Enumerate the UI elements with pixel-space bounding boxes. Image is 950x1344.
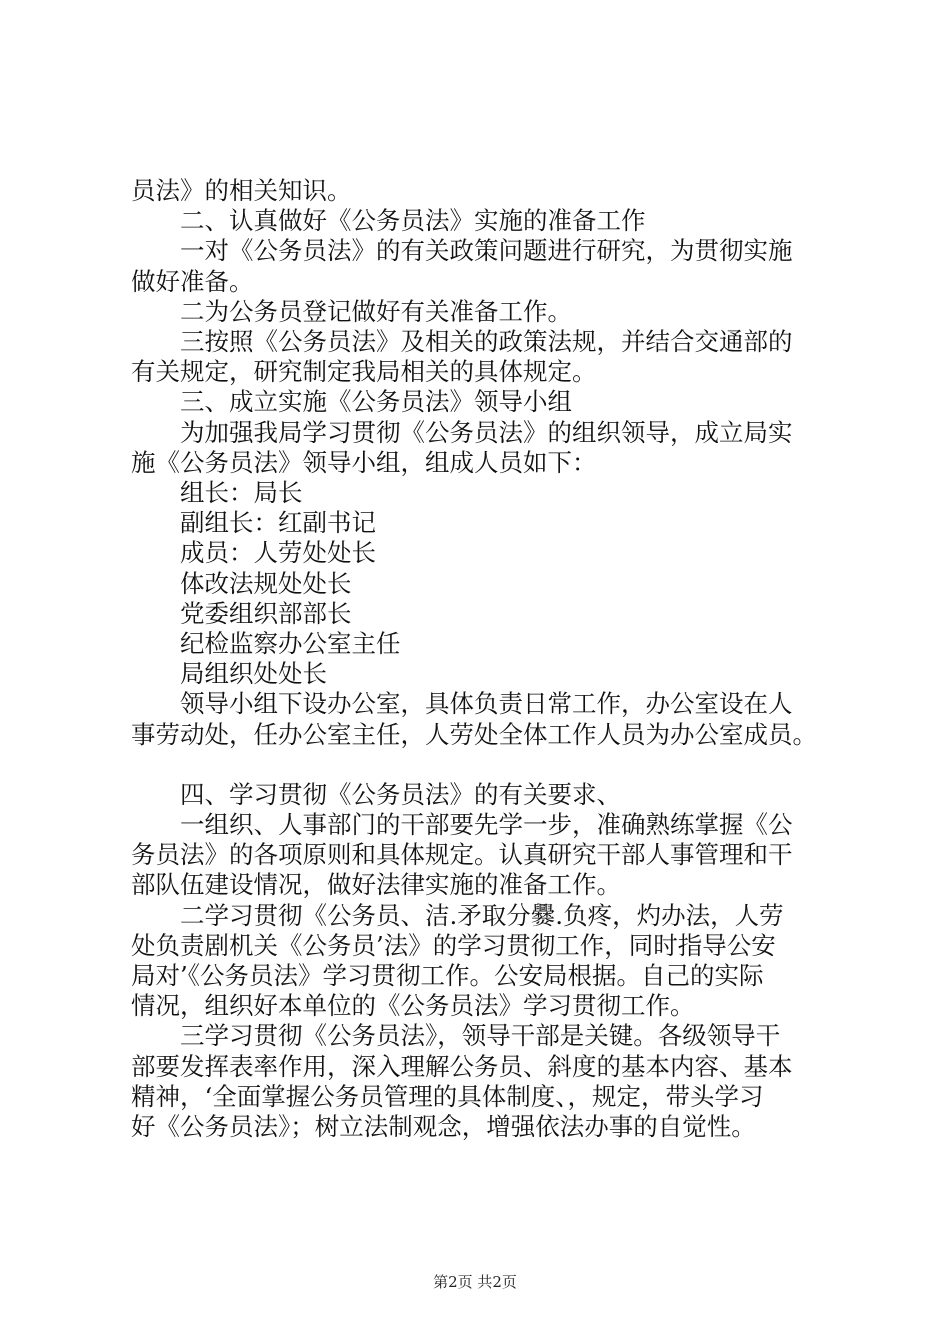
text-line: 事劳动处，任办公室主任，人劳处全体工作人员为办公室成员。 (131, 719, 817, 749)
text-line: 施《公务员法》领导小组，组成人员如下： (131, 447, 597, 477)
text-line: 精神，‘全面掌握公务员管理的具体制度、，规定，带头学习 (131, 1081, 764, 1111)
text-line: 好《公务员法》；树立法制观念，增强依法办事的自觉性。 (131, 1112, 756, 1142)
text-line: 部队伍建设情况，做好法律实施的准备工作。 (131, 870, 621, 900)
member-line: 局组织处处长 (180, 659, 327, 689)
text-line: 员法》的相关知识。 (131, 176, 352, 205)
text-line: 一组织、人事部门的干部要先学一步，准确熟练掌握《公 (180, 810, 793, 840)
text-line: 三学习贯彻《公务员法》，领导干部是关键。各级领导干 (180, 1021, 781, 1051)
text-line: 处负责剧机关《公务员’法》的学习贯彻工作，同时指导公安 (131, 930, 776, 960)
text-line: 二为公务员登记做好有关准备工作。 (180, 296, 572, 326)
page-number: 第2页 共2页 (433, 1273, 517, 1291)
text-line: 三按照《公务员法》及相关的政策法规，并结合交通部的 (180, 327, 793, 357)
member-line: 体改法规处处长 (180, 568, 352, 598)
text-line: 一对《公务员法》的有关政策问题进行研究，为贯彻实施 (180, 236, 793, 266)
document-body (131, 176, 851, 1142)
member-line: 组长：局长 (180, 478, 303, 508)
text-line: 领导小组下设办公室，具体负责日常工作，办公室设在人 (180, 689, 793, 719)
text-line: 做好准备。 (131, 266, 254, 296)
section-heading: 二、认真做好《公务员法》实施的准备工作 (180, 206, 646, 236)
text-line: 情况，组织好本单位的《公务员法》学习贯彻工作。 (131, 991, 695, 1021)
text-line: 有关规定，研究制定我局相关的具体规定。 (131, 357, 597, 387)
member-line: 纪检监察办公室主任 (180, 629, 401, 659)
member-line: 副组长：红副书记 (180, 508, 376, 538)
text-line: 务员法》的各项原则和具体规定。认真研究干部人事管理和干 (131, 840, 793, 870)
member-line: 党委组织部部长 (180, 598, 352, 628)
text-line: 为加强我局学习贯彻《公务员法》的组织领导，成立局实 (180, 417, 793, 447)
text-line: 二学习贯彻《公务员、洁.矛取分爨.负疼，灼办法，人劳 (180, 900, 784, 930)
section-heading: 三、成立实施《公务员法》领导小组 (180, 387, 572, 417)
text-line: 局对’《公务员法》学习贯彻工作。公安局根据。自己的实际 (131, 961, 764, 991)
member-line: 成员：人劳处处长 (180, 538, 376, 568)
section-heading: 四、学习贯彻《公务员法》的有关要求、 (180, 779, 621, 809)
text-line: 部要发挥表率作用，深入理解公务员、斜度的基本内容、基本 (131, 1051, 793, 1081)
